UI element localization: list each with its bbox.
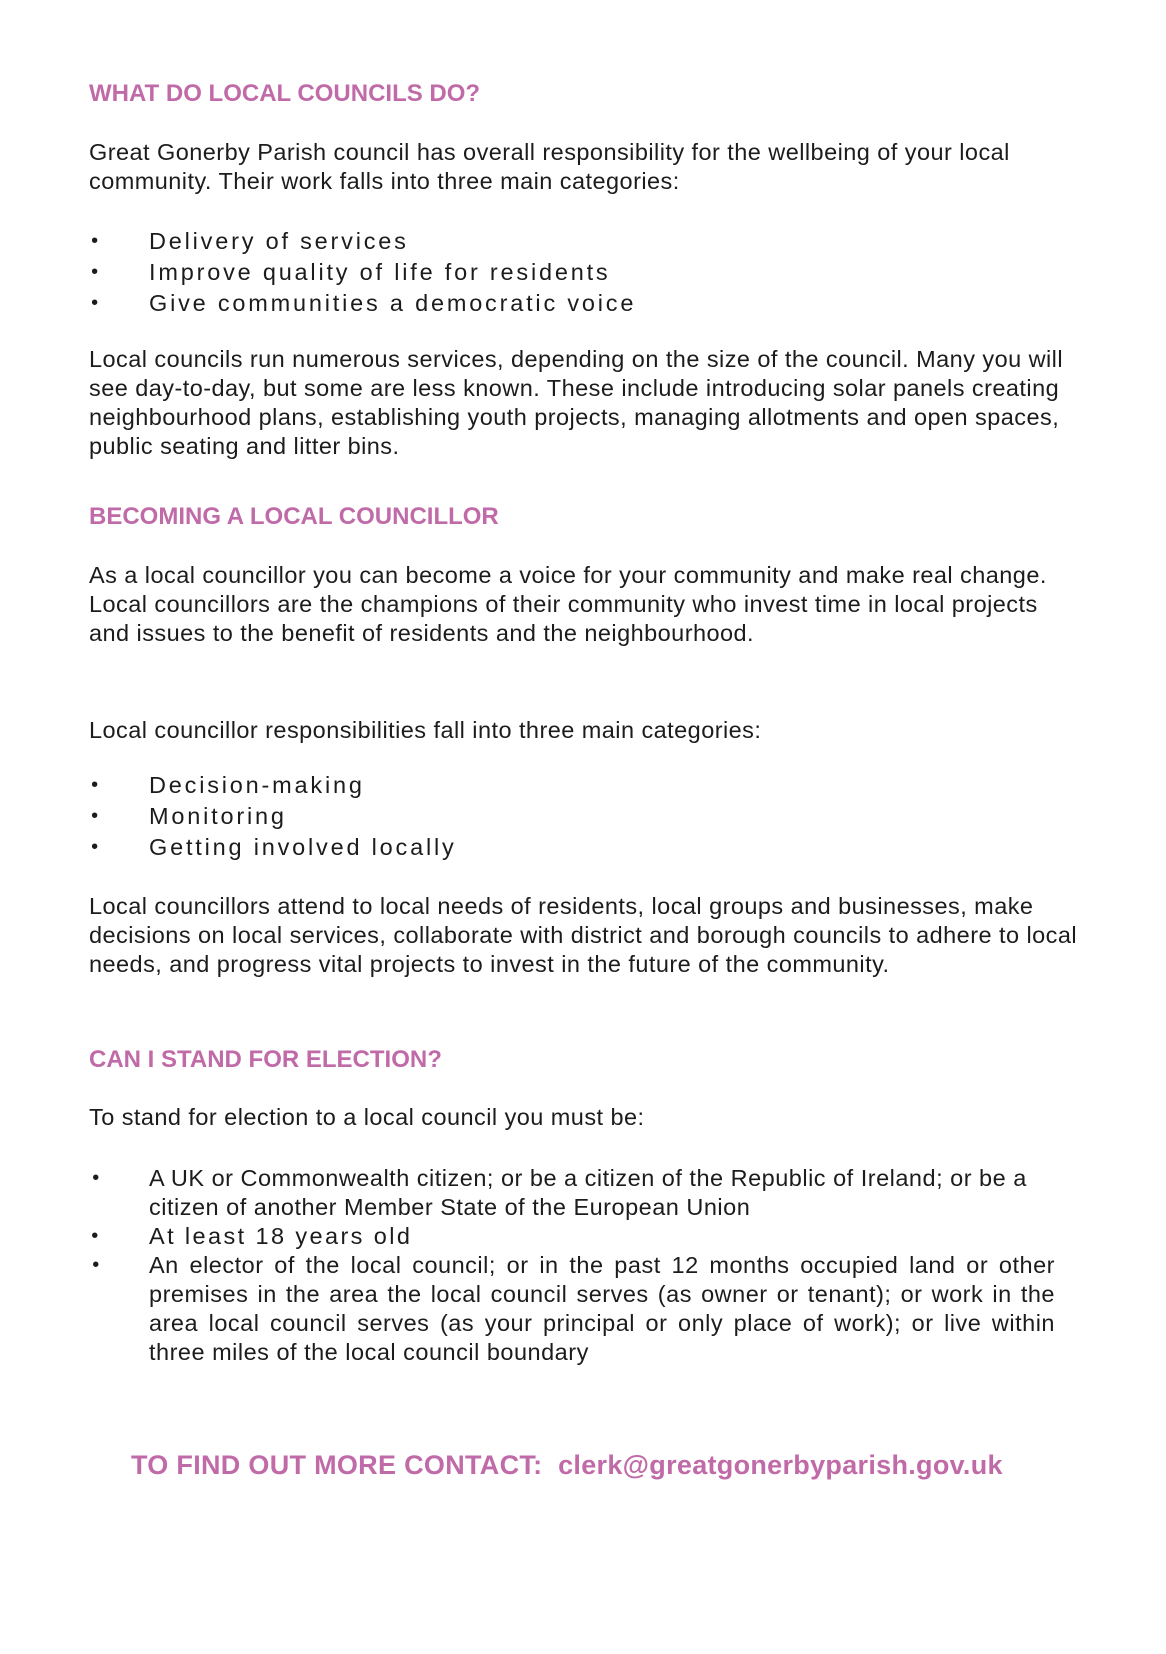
section3-bullet-list [89, 1164, 1089, 1367]
bullet-icon: • [91, 805, 101, 827]
section1-bullet-list [89, 226, 1089, 319]
contact-email-link[interactable]: clerk@greatgonerbyparish.gov.uk [558, 1450, 1003, 1480]
bullet-icon: • [92, 1167, 100, 1189]
heading-what-do-councils-do: WHAT DO LOCAL COUNCILS DO? [89, 80, 481, 107]
list-item: • Delivery of services [89, 226, 1089, 257]
section2-intro: As a local councillor you can become a voice for your community and make real change. Local councillors are the champions of their community who invest time in local projects and issues to the benefit of residents and the neighbourhood. [89, 562, 1047, 646]
list-item: • Getting involved locally [89, 832, 1089, 863]
heading-becoming-councillor: BECOMING A LOCAL COUNCILLOR [89, 503, 499, 530]
list-item: • Give communities a democratic voice [89, 288, 1089, 319]
list-item: • Improve quality of life for residents [89, 257, 1089, 288]
section2-lead: Local councillor responsibilities fall into three main categories: [89, 717, 762, 743]
bullet-icon: • [92, 1254, 100, 1276]
contact-line [131, 1450, 1003, 1481]
list-item: • An elector of the local council; or in the past 12 months occupied land or other premises in the area the local council serves (as owner or tenant); or work in the area local council serves (as your principal or only place of work); or live within three miles of the local council boundary [89, 1251, 1089, 1367]
section1-body: Local councils run numerous services, depending on the size of the council. Many you will see day-to-day, but some are less known. These include introducing solar panels creating neighbourhood plans, establishing youth projects, managing allotments and open spaces, public seating and litter bins. [89, 346, 1064, 459]
bullet-icon: • [91, 836, 101, 858]
bullet-icon: • [91, 774, 101, 796]
bullet-icon: • [91, 292, 101, 314]
section3-lead: To stand for election to a local council you must be: [89, 1104, 645, 1130]
contact-label: TO FIND OUT MORE CONTACT: [131, 1450, 543, 1480]
bullet-icon: • [91, 230, 101, 252]
list-item: • Monitoring [89, 801, 1089, 832]
bullet-icon: • [91, 1225, 101, 1247]
list-item: • At least 18 years old [89, 1222, 1089, 1251]
section2-body: Local councillors attend to local needs of residents, local groups and businesses, make decisions on local services, collaborate with district and borough councils to adhere to local needs, and progress vital projects to invest in the future of the community. [89, 893, 1078, 977]
section2-bullet-list [89, 770, 1089, 863]
section1-intro: Great Gonerby Parish council has overall responsibility for the wellbeing of your local community. Their work falls into three main categories: [89, 139, 1010, 194]
heading-can-i-stand: CAN I STAND FOR ELECTION? [89, 1046, 442, 1073]
list-item: • Decision-making [89, 770, 1089, 801]
list-item: • A UK or Commonwealth citizen; or be a citizen of the Republic of Ireland; or be a citizen of another Member State of the European Union [89, 1164, 1089, 1222]
bullet-icon: • [91, 261, 101, 283]
